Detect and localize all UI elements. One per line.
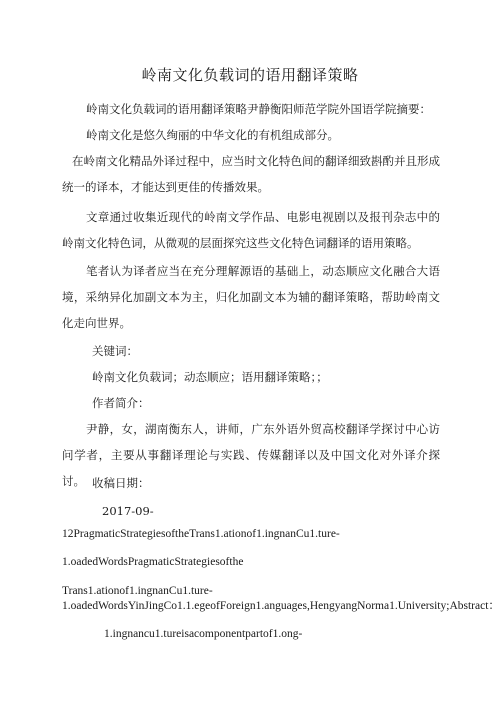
paragraph-translation-process: 在岭南文化精品外译过程中，应当时文化特色间的翻译细致斟酌并且形成统一的译本，才能达到更佳的传播效果。 — [62, 154, 440, 194]
english-abstract-start: 1.ingnancu1.tureisacomponentpartof1.ong- — [104, 628, 303, 640]
english-author-affiliation: Trans1.ationof1.ingnanCu1.ture-1.oadedWordsYinJingCo1.1.egeofForeign1.anguages,HengyangNorma1.University;Abstract： — [62, 585, 500, 612]
paragraph-intro: 岭南文化是悠久绚丽的中华文化的有机组成部分。 — [86, 128, 339, 142]
author-bio: 尹静，女，湖南衡东人，讲师，广东外语外贸高校翻译学探讨中心访问学者，主要从事翻译理论与实践、传媒翻译以及中国文化对外译介探讨。 — [62, 422, 440, 488]
document-title: 岭南文化负载词的语用翻译策略 — [141, 66, 359, 84]
received-date-value: 2017-09- — [102, 504, 154, 518]
keywords-label: 关键词： — [92, 344, 138, 358]
paragraph-conclusion: 笔者认为译者应当在充分理解源语的基础上，动态顺应文化融合大语境，采纳异化加副文本为主，归化加副文本为辅的翻译策略，帮助岭南文化走向世界。 — [62, 264, 440, 330]
english-title-line-1: 12PragmaticStrategiesoftheTrans1.ationof1.ingnanCu1.ture- — [62, 528, 340, 540]
paragraph-header: 岭南文化负载词的语用翻译策略尹静衡阳师范学院外国语学院摘要： — [86, 102, 431, 116]
keywords-content: 岭南文化负载词；动态顺应；语用翻译策略；； — [92, 370, 328, 384]
received-date-label: 收稿日期： — [92, 476, 150, 490]
author-label: 作者简介： — [92, 396, 150, 410]
english-title-line-2: 1.oadedWordsPragmaticStrategiesofthe — [62, 556, 244, 568]
paragraph-method: 文章通过收集近现代的岭南文学作品、电影电视剧以及报刊杂志中的岭南文化特色词，从微观的层面探究这些文化特色词翻译的语用策略。 — [62, 210, 440, 250]
